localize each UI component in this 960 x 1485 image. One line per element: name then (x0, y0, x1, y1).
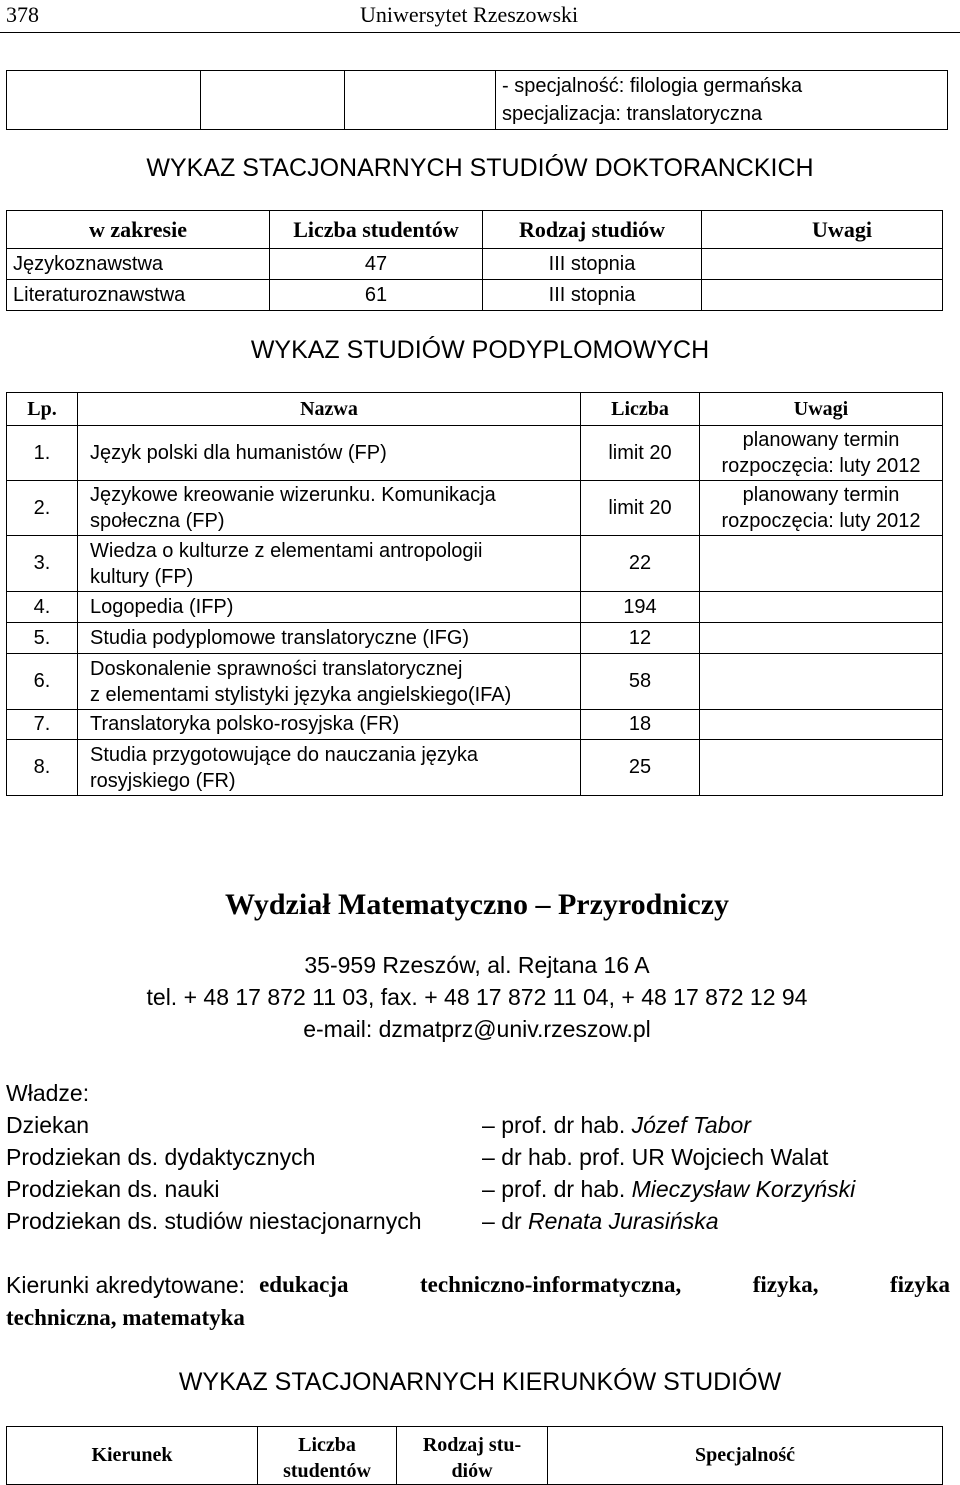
top-table-cell (7, 71, 201, 130)
program-count: limit 20 (581, 481, 700, 536)
dash: – (482, 1112, 495, 1138)
col-header: Liczba studentów (270, 211, 483, 249)
name-line: z elementami stylistyki języka angielskiego(IFA) (90, 683, 512, 706)
program-count: 58 (581, 654, 700, 710)
dash: – (482, 1144, 495, 1170)
col-header: Rodzaj studiów (483, 211, 702, 249)
notes-line: planowany termin (742, 429, 900, 451)
col-header (397, 1427, 548, 1485)
program-notes (700, 623, 943, 654)
table-cell (702, 280, 943, 311)
page-number: 378 (6, 2, 39, 27)
program-count: 12 (581, 623, 700, 654)
name-line: kultury (FP) (90, 565, 194, 588)
table-cell: 47 (270, 249, 483, 280)
col-header: Lp. (7, 393, 78, 426)
table-cell: Językoznawstwa (7, 249, 270, 280)
academic-title: dr (501, 1208, 522, 1234)
running-title: Uniwersytet Rzeszowski (360, 2, 579, 27)
program-name: Translatoryka polsko-rosyjska (FR) (78, 710, 581, 740)
col-header: Liczba (581, 393, 700, 426)
name-line: Wiedza o kulturze z elementami antropologii (90, 539, 483, 562)
program-count: limit 20 (581, 426, 700, 481)
table-cell: 61 (270, 280, 483, 311)
programs-table (6, 1426, 943, 1485)
header-line: Rodzaj stu- (422, 1433, 522, 1456)
col-header: Kierunek (7, 1427, 258, 1485)
col-header: Specjalność (548, 1427, 943, 1485)
postgrad-title: WYKAZ STUDIÓW PODYPLOMOWYCH (250, 336, 710, 364)
program-count: 194 (581, 592, 700, 623)
header-line: studentów (283, 1459, 371, 1482)
dash: – (482, 1208, 495, 1234)
program-count: 22 (581, 536, 700, 592)
header-line: diów (451, 1459, 493, 1482)
academic-title: prof. dr hab. (501, 1112, 626, 1138)
top-table (6, 70, 948, 130)
program-notes (700, 654, 943, 710)
program-notes (700, 481, 943, 536)
table-cell: Literaturoznawstwa (7, 280, 270, 311)
table-cell: III stopnia (483, 280, 702, 311)
accredited-line-1 (6, 1272, 950, 1299)
program-name (78, 654, 581, 710)
program-count: 25 (581, 740, 700, 796)
notes-line: rozpoczęcia: luty 2012 (721, 510, 921, 532)
programs-title: WYKAZ STACJONARNYCH KIERUNKÓW STUDIÓW (178, 1368, 782, 1396)
authority-person (482, 1144, 828, 1171)
person-name: Józef Tabor (631, 1112, 751, 1138)
col-header: w zakresie (7, 211, 270, 249)
person-name: Mieczysław Korzyński (631, 1176, 856, 1202)
accredited-list-cont: techniczna, matematyka (6, 1305, 245, 1330)
program-name: Język polski dla humanistów (FP) (78, 426, 581, 481)
program-notes (700, 426, 943, 481)
col-header: Nazwa (78, 393, 581, 426)
name-line: społeczna (FP) (90, 510, 225, 532)
row-number: 8. (7, 740, 78, 796)
faculty-phone: tel. + 48 17 872 11 03, fax. + 48 17 872 11 04, + 48 17 872 12 94 (146, 984, 808, 1010)
top-table-spec-cell (496, 71, 948, 130)
header-line: Liczba (298, 1433, 356, 1456)
academic-title: prof. dr hab. (501, 1176, 626, 1202)
col-header: Uwagi (700, 393, 943, 426)
person-name: Renata Jurasińska (528, 1208, 719, 1234)
program-name (78, 536, 581, 592)
program-notes (700, 536, 943, 592)
name-line: Studia przygotowujące do nauczania języka (90, 743, 479, 766)
program-name: Logopedia (IFP) (78, 592, 581, 623)
notes-line: planowany termin (742, 484, 900, 506)
authority-person (482, 1176, 855, 1203)
authorities-title: Władze: (6, 1080, 90, 1106)
row-number: 6. (7, 654, 78, 710)
postgrad-table (6, 392, 943, 796)
row-number: 4. (7, 592, 78, 623)
faculty-address: 35-959 Rzeszów, al. Rejtana 16 A (304, 952, 650, 978)
name-line: Językowe kreowanie wizerunku. Komunikacja (90, 484, 496, 506)
program-count: 18 (581, 710, 700, 740)
program-name (78, 481, 581, 536)
table-cell (702, 249, 943, 280)
authority-role: Prodziekan ds. dydaktycznych (6, 1144, 316, 1170)
specialization-line: specjalizacja: translatoryczna (502, 103, 763, 125)
top-table-cell (201, 71, 345, 130)
program-notes (700, 740, 943, 796)
row-number: 1. (7, 426, 78, 481)
row-number: 5. (7, 623, 78, 654)
authority-role: Prodziekan ds. nauki (6, 1176, 220, 1202)
program-notes (700, 710, 943, 740)
authority-role: Dziekan (6, 1112, 90, 1138)
authority-person (482, 1208, 719, 1235)
authority-role: Prodziekan ds. studiów niestacjonarnych (6, 1208, 422, 1234)
accredited-label: Kierunki akredytowane: (6, 1272, 246, 1298)
faculty-email: e-mail: dzmatprz@univ.rzeszow.pl (303, 1016, 651, 1042)
accredited-list: edukacja techniczno-informatyczna, fizyka, fizyka (259, 1272, 950, 1297)
table-cell: III stopnia (483, 249, 702, 280)
academic-title: dr hab. prof. UR Wojciech Walat (501, 1144, 829, 1170)
row-number: 3. (7, 536, 78, 592)
dash: – (482, 1176, 495, 1202)
top-table-cell (345, 71, 496, 130)
header-rule (0, 32, 960, 33)
faculty-name: Wydział Matematyczno – Przyrodniczy (224, 888, 730, 921)
program-notes (700, 592, 943, 623)
specialty-line: - specjalność: filologia germańska (502, 75, 803, 97)
authority-person (482, 1112, 751, 1139)
program-name: Studia podyplomowe translatoryczne (IFG) (78, 623, 581, 654)
program-name (78, 740, 581, 796)
col-header (258, 1427, 397, 1485)
name-line: Doskonalenie sprawności translatorycznej (90, 657, 463, 680)
row-number: 2. (7, 481, 78, 536)
col-header: Uwagi (702, 211, 943, 249)
name-line: rosyjskiego (FR) (90, 769, 236, 792)
row-number: 7. (7, 710, 78, 740)
doctoral-title: WYKAZ STACJONARNYCH STUDIÓW DOKTORANCKICH (146, 154, 814, 182)
doctoral-table (6, 210, 943, 311)
notes-line: rozpoczęcia: luty 2012 (721, 455, 921, 477)
